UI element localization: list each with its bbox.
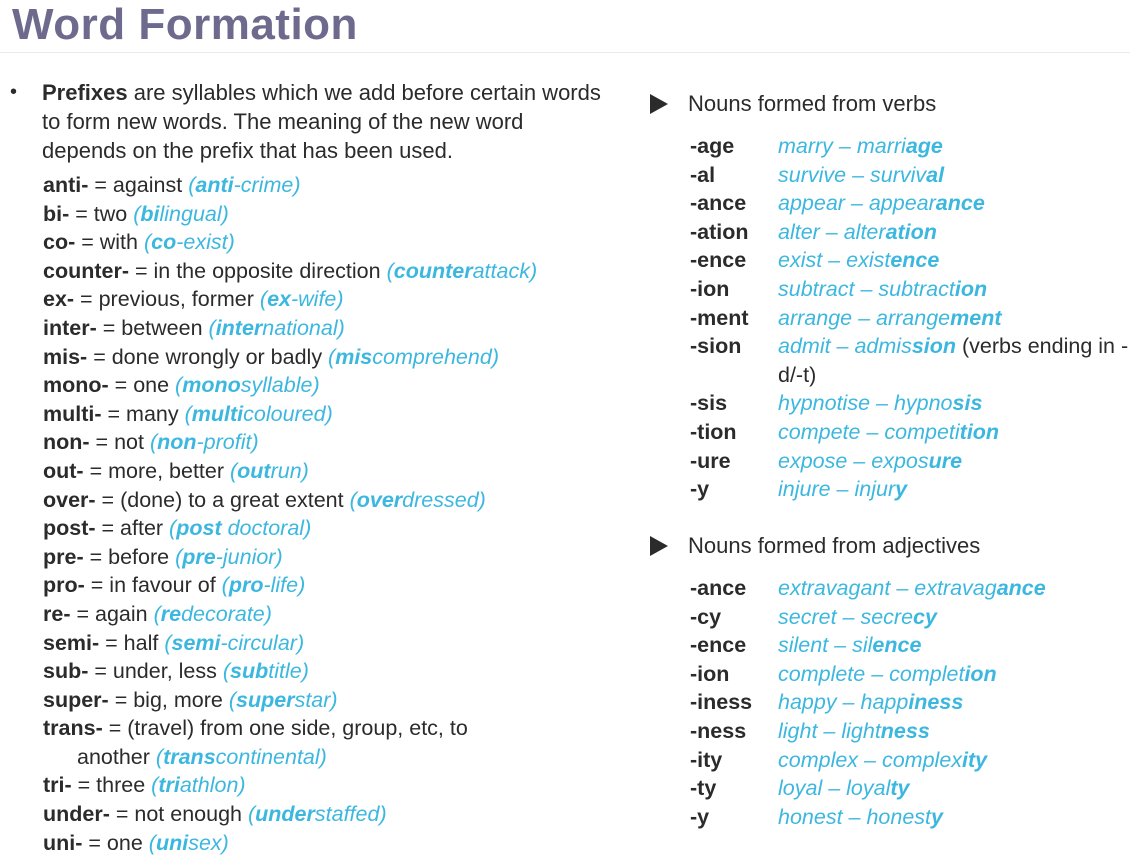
- prefix-row: [43, 771, 613, 800]
- example-prefix-part: anti: [195, 173, 234, 197]
- prefix-row: [43, 629, 613, 658]
- prefix-term: under-: [43, 802, 110, 827]
- prefix-meaning: = with: [75, 230, 144, 255]
- prefix-row: [43, 200, 613, 229]
- example-word: [778, 719, 930, 743]
- example-word: [778, 277, 987, 301]
- example-rest: -exist: [176, 230, 228, 255]
- prefix-meaning: = previous, former: [74, 287, 260, 312]
- adjectives-suffix-list: [690, 574, 1130, 831]
- prefix-row: [43, 800, 613, 829]
- example-suffix-part: ence: [872, 633, 922, 658]
- example-suffix-part: ation: [885, 219, 937, 244]
- suffix-row: [690, 389, 1130, 418]
- example-suffix-part: ure: [928, 448, 963, 473]
- adjectives-section: [650, 532, 1130, 831]
- suffix-term: -ure: [690, 448, 731, 473]
- example-rest: run: [270, 458, 302, 483]
- prefix-term: post-: [43, 516, 96, 541]
- example-prefix-part: super: [236, 687, 295, 712]
- prefix-row: [43, 371, 613, 400]
- example-rest: dressed: [402, 487, 479, 512]
- suffix-row: [690, 631, 1130, 660]
- suffix-term: -ation: [690, 219, 749, 244]
- prefix-term: tri-: [43, 773, 72, 798]
- prefix-row-continued: [43, 743, 613, 772]
- suffix-term: -ion: [690, 276, 730, 301]
- suffix-example: [778, 447, 1130, 476]
- example-base: complex – complex: [778, 747, 963, 772]
- example-word: [778, 334, 956, 358]
- suffix-example: [778, 717, 1130, 746]
- prefix-example: (semi-circular): [164, 630, 305, 655]
- example-suffix-part: iness: [908, 690, 964, 715]
- example-rest: -profit: [196, 430, 252, 455]
- example-suffix-part: cy: [913, 604, 937, 629]
- page-title: Word Formation: [12, 0, 358, 49]
- prefix-row: [43, 457, 613, 486]
- example-suffix-part: tion: [959, 419, 1000, 444]
- example-rest: -wife: [290, 287, 337, 312]
- example-prefix-part: multi: [191, 401, 244, 426]
- prefix-example: (counterattack): [386, 258, 538, 283]
- suffix-term: -al: [690, 162, 716, 187]
- suffix-example: [778, 189, 1130, 218]
- example-prefix-part: non: [157, 430, 197, 455]
- prefix-example: (miscomprehend): [328, 344, 499, 369]
- suffix-row: [690, 275, 1130, 304]
- suffix-row: [690, 218, 1130, 247]
- verbs-heading: [650, 90, 1130, 118]
- example-suffix-part: y: [895, 477, 908, 502]
- example-rest: athlon: [179, 773, 239, 798]
- prefix-meaning: = big, more: [108, 687, 229, 712]
- prefix-term: sub-: [43, 659, 89, 684]
- suffix-example: [778, 688, 1130, 717]
- suffix-row: [690, 803, 1130, 832]
- example-rest: attack: [472, 258, 530, 283]
- suffix-term: -ion: [690, 661, 730, 686]
- example-rest: staffed: [314, 802, 380, 827]
- suffix-row: [690, 717, 1130, 746]
- example-base: arrange – arrange: [778, 305, 951, 330]
- example-rest: lingual: [159, 201, 222, 226]
- example-base: injure – injur: [778, 477, 896, 502]
- example-prefix-part: mis: [335, 344, 373, 369]
- prefix-example: (post doctoral): [169, 516, 312, 541]
- example-rest: -junior: [215, 544, 276, 569]
- example-rest: -crime: [233, 173, 294, 197]
- adjectives-heading-text: Nouns formed from adjectives: [688, 533, 981, 558]
- example-base: secret – secre: [778, 604, 914, 629]
- prefix-example: (bilingual): [133, 201, 229, 226]
- prefix-meaning: = after: [95, 516, 170, 541]
- suffix-row: [690, 774, 1130, 803]
- example-suffix-part: ness: [880, 718, 930, 743]
- suffix-row: [690, 132, 1130, 161]
- prefix-meaning: = under, less: [88, 659, 223, 684]
- prefix-row: [43, 400, 613, 429]
- prefix-example: (pro-life): [221, 573, 306, 598]
- example-base: complete – complet: [778, 661, 965, 686]
- prefix-term: pro-: [43, 573, 85, 598]
- example-prefix-part: inter: [215, 315, 263, 340]
- suffix-example: [778, 161, 1130, 190]
- example-note: (verbs ending in -d/-t): [778, 334, 1129, 387]
- example-word: [778, 690, 963, 714]
- prefix-row: [43, 257, 613, 286]
- example-word: [778, 391, 982, 415]
- suffix-term: -iness: [690, 690, 753, 715]
- prefix-meaning: = against: [88, 173, 189, 197]
- prefix-row: [43, 714, 613, 743]
- prefix-example: (pre-junior): [175, 544, 283, 569]
- suffix-term: -tion: [690, 419, 737, 444]
- suffix-term: -ty: [690, 776, 717, 801]
- example-rest: national: [262, 315, 338, 340]
- triangle-bullet-icon: [650, 536, 668, 556]
- prefix-row: [43, 543, 613, 572]
- example-base: appear – appear: [778, 191, 936, 216]
- prefix-meaning: = between: [96, 315, 209, 340]
- prefix-meaning: = in favour of: [84, 573, 222, 598]
- prefix-term: multi-: [43, 401, 102, 426]
- suffix-term: -ment: [690, 305, 749, 330]
- example-word: [778, 191, 985, 215]
- prefix-row: [43, 571, 613, 600]
- prefix-example: (co-exist): [143, 230, 235, 255]
- prefix-term: bi-: [43, 201, 70, 226]
- prefix-row: [43, 686, 613, 715]
- suffix-term: -ence: [690, 248, 747, 273]
- prefix-term: uni-: [43, 830, 83, 855]
- example-prefix-part: post: [176, 516, 222, 541]
- example-prefix-part: ex: [267, 287, 291, 312]
- example-base: alter – alter: [778, 219, 886, 244]
- example-prefix-part: pro: [228, 573, 264, 598]
- suffix-term: -ence: [690, 633, 747, 658]
- suffix-example: [778, 246, 1130, 275]
- prefix-row: [43, 171, 613, 200]
- prefix-meaning: = many: [101, 401, 185, 426]
- example-rest: -circular: [220, 630, 297, 655]
- example-word: [778, 420, 999, 444]
- prefix-meaning: = done wrongly or badly: [87, 344, 329, 369]
- prefix-term: anti-: [43, 173, 89, 197]
- suffix-example: [778, 332, 1130, 389]
- suffix-example: [778, 803, 1130, 832]
- prefix-example: (subtitle): [222, 659, 309, 684]
- suffix-example: [778, 132, 1130, 161]
- adjectives-heading: [650, 532, 1130, 560]
- verbs-suffix-list: [690, 132, 1130, 504]
- prefix-meaning-continued: another: [77, 744, 156, 769]
- example-base: survive – surviv: [778, 162, 927, 187]
- suffix-row: [690, 189, 1130, 218]
- suffix-term: -cy: [690, 604, 722, 629]
- example-suffix-part: age: [905, 134, 943, 158]
- suffix-example: [778, 218, 1130, 247]
- prefix-example: (redecorate): [153, 601, 272, 626]
- prefix-term: mis-: [43, 344, 88, 369]
- example-rest: -life: [263, 573, 299, 598]
- example-word: [778, 805, 943, 829]
- example-base: exist – exist: [778, 248, 891, 273]
- prefix-meaning: = more, better: [83, 458, 230, 483]
- prefix-meaning: = again: [70, 601, 154, 626]
- example-word: [778, 576, 1046, 600]
- example-rest: decorate: [181, 601, 265, 626]
- prefix-example: (unisex): [148, 830, 229, 855]
- example-base: compete – competi: [778, 419, 960, 444]
- example-prefix-part: trans: [163, 744, 216, 769]
- example-prefix-part: counter: [393, 258, 473, 283]
- example-base: admit – admis: [778, 334, 912, 359]
- example-rest: comprehend: [372, 344, 492, 369]
- prefix-meaning: = three: [71, 773, 152, 798]
- prefix-example: (ex-wife): [259, 287, 344, 312]
- intro-term: Prefixes: [42, 80, 128, 105]
- suffix-example: [778, 475, 1130, 504]
- prefix-meaning: = half: [99, 630, 165, 655]
- example-word: [778, 163, 944, 187]
- suffix-row: [690, 603, 1130, 632]
- suffix-row: [690, 660, 1130, 689]
- prefix-example: (transcontinental): [155, 744, 327, 769]
- intro-paragraph: [42, 78, 610, 165]
- example-rest: title: [268, 659, 302, 684]
- example-base: honest – honest: [778, 804, 932, 829]
- prefix-meaning: = one: [108, 373, 176, 398]
- prefix-meaning: = not enough: [109, 802, 248, 827]
- example-base: expose – expos: [778, 448, 929, 473]
- example-base: light – light: [778, 718, 881, 743]
- suffix-example: [778, 631, 1130, 660]
- suffix-term: -ance: [690, 576, 747, 600]
- prefix-meaning: = (travel) from one side, group, etc, to: [102, 716, 468, 741]
- suffix-example: [778, 774, 1130, 803]
- example-prefix-part: sub: [230, 659, 269, 684]
- example-rest: continental: [215, 744, 320, 769]
- prefix-example: (superstar): [228, 687, 338, 712]
- suffix-example: [778, 304, 1130, 333]
- example-base: marry – marri: [778, 134, 906, 158]
- prefix-meaning: = before: [83, 544, 176, 569]
- prefix-row: [43, 428, 613, 457]
- header-divider: [0, 52, 1130, 53]
- prefix-example: (outrun): [229, 458, 309, 483]
- suffix-example: [778, 275, 1130, 304]
- prefix-term: super-: [43, 687, 109, 712]
- example-word: [778, 248, 939, 272]
- example-suffix-part: ance: [996, 576, 1046, 600]
- prefix-meaning: = in the opposite direction: [129, 258, 387, 283]
- example-prefix-part: co: [151, 230, 177, 255]
- prefix-example: (multicoloured): [184, 401, 333, 426]
- prefix-term: counter-: [43, 258, 129, 283]
- prefix-meaning: = (done) to a great extent: [95, 487, 350, 512]
- example-prefix-part: mono: [182, 373, 241, 398]
- example-suffix-part: ity: [962, 747, 988, 772]
- example-word: [778, 748, 987, 772]
- example-prefix-part: over: [356, 487, 403, 512]
- example-word: [778, 633, 921, 657]
- prefix-term: trans-: [43, 716, 103, 741]
- suffix-row: [690, 246, 1130, 275]
- suffix-example: [778, 603, 1130, 632]
- example-suffix-part: ence: [890, 248, 940, 273]
- example-word: [778, 220, 937, 244]
- suffix-term: -age: [690, 134, 735, 158]
- suffix-term: -ness: [690, 718, 747, 743]
- example-suffix-part: ty: [890, 776, 910, 801]
- prefix-example: (understaffed): [247, 802, 387, 827]
- example-word: [778, 662, 997, 686]
- prefix-row: [43, 285, 613, 314]
- example-suffix-part: ance: [935, 191, 985, 216]
- prefix-definition: [10, 78, 610, 165]
- prefix-meaning: = one: [82, 830, 149, 855]
- suffix-row: [690, 161, 1130, 190]
- suffix-example: [778, 746, 1130, 775]
- example-suffix-part: sion: [911, 334, 957, 359]
- prefix-term: co-: [43, 230, 76, 255]
- example-suffix-part: ion: [954, 276, 988, 301]
- prefix-list: [43, 171, 613, 857]
- example-base: happy – happ: [778, 690, 909, 715]
- suffix-term: -sis: [690, 391, 728, 416]
- bullet-point: •: [10, 81, 18, 103]
- prefix-term: out-: [43, 458, 84, 483]
- prefix-example: (triathlon): [151, 773, 246, 798]
- example-prefix-part: out: [237, 458, 271, 483]
- example-prefix-part: semi: [171, 630, 221, 655]
- example-prefix-part: tri: [158, 773, 180, 798]
- example-base: extravagant – extravag: [778, 576, 997, 600]
- suffix-term: -sion: [690, 334, 742, 359]
- example-base: loyal – loyal: [778, 776, 891, 801]
- suffix-row: [690, 304, 1130, 333]
- prefix-example: (anti-crime): [188, 173, 301, 197]
- example-rest: sex: [188, 830, 222, 855]
- example-rest: coloured: [243, 401, 326, 426]
- prefix-term: non-: [43, 430, 90, 455]
- suffix-example: [778, 418, 1130, 447]
- suffix-term: -y: [690, 804, 710, 829]
- suffix-row: [690, 688, 1130, 717]
- suffix-term: -y: [690, 477, 710, 502]
- example-prefix-part: bi: [140, 201, 160, 226]
- example-suffix-part: sis: [952, 391, 983, 416]
- triangle-bullet-icon: [650, 94, 668, 114]
- example-rest: syllable: [240, 373, 313, 398]
- example-word: [778, 776, 909, 800]
- example-suffix-part: ion: [964, 661, 997, 686]
- verbs-heading-text: Nouns formed from verbs: [688, 91, 937, 116]
- prefix-row: [43, 228, 613, 257]
- example-word: [778, 477, 907, 501]
- example-word: [778, 134, 943, 158]
- prefix-row: [43, 600, 613, 629]
- suffix-row: [690, 746, 1130, 775]
- prefix-term: over-: [43, 487, 96, 512]
- prefix-row: [43, 314, 613, 343]
- example-suffix-part: y: [931, 804, 943, 829]
- suffix-term: -ity: [690, 747, 723, 772]
- prefix-term: semi-: [43, 630, 100, 655]
- prefix-meaning: = two: [69, 201, 134, 226]
- suffix-row: [690, 447, 1130, 476]
- suffix-row: [690, 332, 1130, 389]
- prefix-example: (international): [208, 315, 345, 340]
- example-word: [778, 306, 1002, 330]
- suffix-row: [690, 418, 1130, 447]
- suffix-row: [690, 574, 1130, 603]
- example-suffix-part: al: [926, 162, 945, 187]
- example-rest: star: [294, 687, 331, 712]
- example-prefix-part: pre: [182, 544, 216, 569]
- example-word: [778, 449, 962, 473]
- prefix-term: pre-: [43, 544, 84, 569]
- example-rest: doctoral: [221, 516, 305, 541]
- prefix-term: re-: [43, 601, 71, 626]
- prefix-term: mono-: [43, 373, 109, 398]
- prefix-term: ex-: [43, 287, 75, 312]
- example-suffix-part: ment: [950, 305, 1002, 330]
- example-base: hypnotise – hypno: [778, 391, 953, 416]
- example-base: silent – sil: [778, 633, 873, 658]
- prefix-term: inter-: [43, 315, 97, 340]
- prefix-example: (overdressed): [349, 487, 486, 512]
- prefix-example: (non-profit): [149, 430, 259, 455]
- suffix-term: -ance: [690, 191, 747, 216]
- prefix-row: [43, 486, 613, 515]
- suffix-example: [778, 574, 1130, 603]
- prefix-row: [43, 343, 613, 372]
- prefix-example: (monosyllable): [175, 373, 320, 398]
- intro-text: are syllables which we add before certain words to form new words. The meaning of the new word depends on the prefix that has been used.: [42, 80, 601, 163]
- prefix-meaning: = not: [89, 430, 150, 455]
- example-prefix-part: uni: [155, 830, 189, 855]
- example-base: subtract – subtract: [778, 276, 955, 301]
- example-prefix-part: under: [255, 802, 315, 827]
- prefix-row: [43, 657, 613, 686]
- suffix-example: [778, 660, 1130, 689]
- verbs-section: [650, 90, 1130, 504]
- suffix-row: [690, 475, 1130, 504]
- example-prefix-part: re: [160, 601, 182, 626]
- suffix-example: [778, 389, 1130, 418]
- example-word: [778, 605, 937, 629]
- prefix-row: [43, 514, 613, 543]
